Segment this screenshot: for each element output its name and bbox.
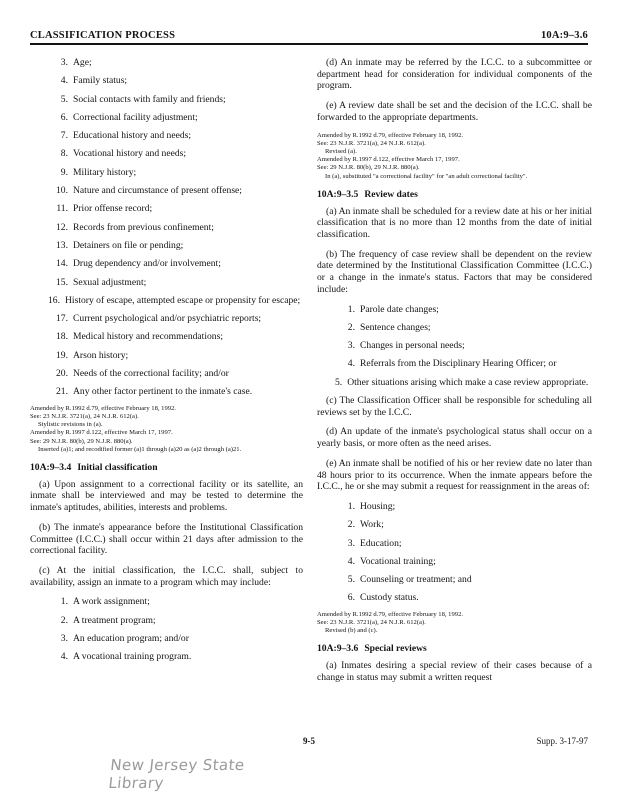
list-item-number: 16. bbox=[48, 294, 60, 306]
section-title: Review dates bbox=[364, 188, 418, 200]
list-item-number: 14. bbox=[56, 258, 68, 270]
library-stamp: New Jersey State Library bbox=[107, 756, 246, 792]
list-item-number: 5. bbox=[60, 93, 68, 105]
list-item-text: Sentence changes; bbox=[360, 321, 431, 333]
list-item-number: 13. bbox=[56, 239, 68, 251]
list-item-number: 2. bbox=[347, 519, 355, 531]
list-item-text: Other situations arising which make a case review appropriate. bbox=[347, 376, 589, 388]
amend-line: Stylistic revisions in (a). bbox=[38, 421, 103, 429]
section-title: Initial classification bbox=[77, 462, 158, 474]
amend-line: In (a), substituted "a correctional facility" for "an adult correctional facility". bbox=[325, 172, 528, 180]
paragraph-c: (c) The Classification Officer shall be responsible for scheduling all reviews set by the I.C.C. bbox=[317, 395, 592, 418]
list-item-text: Any other factor pertinent to the inmate's case. bbox=[73, 386, 253, 398]
list-item-text: Education; bbox=[360, 537, 402, 549]
list-item bbox=[48, 148, 303, 160]
list-item-number: 5. bbox=[335, 376, 343, 388]
amend-line: Revised (b) and (c). bbox=[325, 627, 378, 635]
list-item-number: 3. bbox=[60, 632, 68, 644]
section-number: 10A:9–3.6 bbox=[317, 643, 359, 655]
list-item-number: 12. bbox=[56, 221, 68, 233]
page-number: 9-5 bbox=[303, 736, 315, 746]
list-item-number: 4. bbox=[347, 358, 355, 370]
paragraph-a: (a) An inmate shall be scheduled for a review date at his or her initial classification that is no more than 12 months from the date of initial classification. bbox=[317, 205, 592, 241]
right-column bbox=[317, 57, 592, 692]
list-item-number: 15. bbox=[56, 276, 68, 288]
paragraph-e: (e) An inmate shall be notified of his or her review date no later than 48 hours prior to its occurrence. When the inmate appears before the I.C.C., he or she may submit a request for reassignment in the areas of: bbox=[317, 457, 592, 493]
header-code: 10A:9–3.6 bbox=[540, 30, 588, 41]
section-heading-3-4 bbox=[30, 462, 303, 474]
list-item-text: Educational history and needs; bbox=[73, 130, 192, 142]
list-item-number: 2. bbox=[347, 321, 355, 333]
list-item-number: 1. bbox=[347, 303, 355, 315]
factor-list-b bbox=[317, 304, 592, 389]
list-item-text: A vocational training program. bbox=[73, 651, 192, 663]
paragraph-c: (c) At the initial classification, the I.C.C. shall, subject to availability, assign an inmate to a program which may include: bbox=[30, 564, 303, 588]
list-item-text: Age; bbox=[73, 57, 92, 68]
list-item bbox=[335, 556, 592, 568]
section-number: 10A:9–3.4 bbox=[30, 462, 72, 474]
list-item-number: 18. bbox=[56, 331, 68, 343]
list-item-number: 8. bbox=[60, 148, 68, 160]
list-item bbox=[48, 313, 303, 325]
amend-line: Amended by R.1992 d.79, effective February 18, 1992. bbox=[317, 131, 464, 139]
list-item bbox=[335, 304, 592, 316]
list-item-number: 2. bbox=[60, 614, 68, 626]
amend-line: Amended by R.1997 d.122, effective March 17, 1997. bbox=[317, 156, 460, 164]
list-item-text: Nature and circumstance of present offense; bbox=[73, 185, 242, 197]
list-item bbox=[48, 386, 303, 398]
amend-line: Amended by R.1997 d.122, effective March 17, 1997. bbox=[30, 429, 173, 437]
amendment-note-3 bbox=[317, 611, 592, 636]
list-item-text: Current psychological and/or psychiatric reports; bbox=[73, 313, 262, 325]
list-item-number: 1. bbox=[347, 500, 355, 512]
list-item bbox=[48, 94, 303, 106]
list-item-text: Changes in personal needs; bbox=[360, 340, 465, 352]
list-item-text: Vocational training; bbox=[360, 555, 436, 567]
list-item-text: Detainers on file or pending; bbox=[73, 239, 184, 251]
list-item-number: 3. bbox=[347, 340, 355, 352]
list-item-number: 7. bbox=[60, 130, 68, 142]
list-item-text: Sexual adjustment; bbox=[73, 276, 147, 288]
list-item bbox=[48, 240, 303, 252]
list-item bbox=[335, 340, 592, 352]
factor-list bbox=[30, 57, 303, 398]
list-item-number: 11. bbox=[56, 203, 68, 215]
amend-line: See: 23 N.J.R. 3721(a), 24 N.J.R. 612(a). bbox=[317, 139, 426, 147]
list-item-number: 3. bbox=[347, 537, 355, 549]
list-item-text: Social contacts with family and friends; bbox=[73, 93, 226, 105]
supplement-date: Supp. 3-17-97 bbox=[536, 736, 588, 746]
section-title: Special reviews bbox=[364, 643, 427, 655]
list-item-number: 4. bbox=[347, 555, 355, 567]
list-item-text: Housing; bbox=[360, 500, 396, 512]
list-item bbox=[335, 519, 592, 531]
amend-line: See: 29 N.J.R. 80(b), 29 N.J.R. 880(a). bbox=[317, 164, 420, 172]
list-item bbox=[30, 295, 303, 307]
list-item-text: Family status; bbox=[73, 75, 128, 87]
list-item bbox=[48, 75, 303, 87]
list-item bbox=[335, 322, 592, 334]
list-item-text: History of escape, attempted escape or propensity for escape; bbox=[65, 294, 301, 306]
list-item-number: 5. bbox=[347, 574, 355, 586]
list-item-number: 20. bbox=[56, 368, 68, 380]
list-item-text: Medical history and recommendations; bbox=[73, 331, 223, 343]
list-item bbox=[48, 633, 303, 645]
list-item-number: 10. bbox=[56, 185, 68, 197]
list-item bbox=[48, 203, 303, 215]
list-item bbox=[48, 57, 303, 69]
list-item bbox=[48, 350, 303, 362]
amendment-note-1 bbox=[30, 405, 303, 454]
list-item-text: Drug dependency and/or involvement; bbox=[73, 258, 221, 270]
header-title: CLASSIFICATION PROCESS bbox=[30, 30, 176, 41]
running-header bbox=[30, 30, 588, 45]
paragraph-b: (b) The inmate's appearance before the Institutional Classification Committee (I.C.C.) shall occur within 21 days after admission to the correctional facility. bbox=[30, 521, 303, 557]
list-item bbox=[335, 574, 592, 586]
list-item-number: 9. bbox=[60, 166, 68, 178]
list-item bbox=[48, 596, 303, 608]
paragraph-d: (d) An update of the inmate's psychological status shall occur on a yearly basis, or more often as the need arises. bbox=[317, 426, 592, 450]
list-item bbox=[48, 368, 303, 380]
list-item-text: Needs of the correctional facility; and/or bbox=[73, 368, 229, 380]
list-item-text: Vocational history and needs; bbox=[73, 148, 187, 160]
list-item-number: 4. bbox=[60, 651, 68, 663]
list-item bbox=[317, 377, 592, 389]
list-item bbox=[335, 538, 592, 550]
list-item-number: 19. bbox=[56, 349, 68, 361]
amend-line: See: 29 N.J.R. 80(b), 29 N.J.R. 880(a). bbox=[30, 437, 133, 445]
list-item-text: Counseling or treatment; and bbox=[360, 574, 472, 586]
amend-line: See: 23 N.J.R. 3721(a), 24 N.J.R. 612(a). bbox=[30, 412, 139, 420]
list-item-number: 3. bbox=[60, 57, 68, 68]
program-list bbox=[30, 596, 303, 663]
list-item-text: Prior offense record; bbox=[73, 203, 153, 215]
amend-line: Inserted (a)1; and recodified former (a)1 through (a)20 as (a)2 through (a)21. bbox=[38, 445, 242, 453]
list-item bbox=[48, 258, 303, 270]
paragraph-a: (a) Inmates desiring a special review of their cases because of a change in status may submit a written request bbox=[317, 660, 592, 683]
list-item-text: A treatment program; bbox=[73, 614, 156, 626]
list-item bbox=[48, 185, 303, 197]
paragraph-b: (b) The frequency of case review shall be dependent on the review date determined by the Institutional Classification Committee (I.C.C.) or a change in the inmate's status. Factors that may be considered include: bbox=[317, 248, 592, 295]
list-item-text: Work; bbox=[360, 519, 384, 531]
amend-line: See: 23 N.J.R. 3721(a), 24 N.J.R. 612(a). bbox=[317, 618, 426, 626]
list-item bbox=[48, 167, 303, 179]
list-item-number: 21. bbox=[56, 386, 68, 398]
list-item-number: 1. bbox=[60, 596, 68, 608]
reassignment-list bbox=[317, 501, 592, 604]
paragraph-a: (a) Upon assignment to a correctional facility or its satellite, an inmate shall be interviewed and may be tested to determine the inmate's aptitudes, abilities, interests and problems. bbox=[30, 478, 303, 514]
left-column bbox=[30, 57, 303, 670]
amendment-note-2 bbox=[317, 132, 592, 181]
list-item-number: 17. bbox=[56, 313, 68, 325]
list-item-text: A work assignment; bbox=[73, 596, 150, 608]
list-item-text: Military history; bbox=[73, 166, 137, 178]
list-item bbox=[48, 112, 303, 124]
list-item bbox=[48, 651, 303, 663]
list-item-text: Arson history; bbox=[73, 349, 129, 361]
list-item-number: 6. bbox=[60, 111, 68, 123]
section-heading-3-5 bbox=[317, 189, 592, 201]
list-item bbox=[48, 331, 303, 343]
section-heading-3-6 bbox=[317, 643, 592, 655]
list-item bbox=[48, 615, 303, 627]
list-item bbox=[335, 501, 592, 513]
list-item bbox=[48, 222, 303, 234]
amend-line: Amended by R.1992 d.79, effective February 18, 1992. bbox=[30, 404, 177, 412]
list-item-text: Parole date changes; bbox=[360, 303, 439, 315]
list-item-text: An education program; and/or bbox=[73, 632, 189, 644]
paragraph-d: (d) An inmate may be referred by the I.C.C. to a subcommittee or department head for consideration for individual components of the program. bbox=[317, 57, 592, 92]
list-item bbox=[48, 130, 303, 142]
list-item bbox=[335, 592, 592, 604]
section-number: 10A:9–3.5 bbox=[317, 188, 359, 200]
amend-line: Amended by R.1992 d.79, effective February 18, 1992. bbox=[317, 610, 464, 618]
list-item-number: 4. bbox=[60, 75, 68, 87]
amend-line: Revised (a). bbox=[325, 147, 357, 155]
list-item-text: Records from previous confinement; bbox=[73, 221, 214, 233]
list-item-text: Referrals from the Disciplinary Hearing Officer; or bbox=[360, 358, 557, 370]
list-item bbox=[335, 358, 592, 370]
list-item-number: 6. bbox=[347, 592, 355, 604]
list-item-text: Correctional facility adjustment; bbox=[73, 111, 198, 123]
list-item bbox=[48, 277, 303, 289]
list-item-text: Custody status. bbox=[360, 592, 419, 604]
paragraph-e: (e) A review date shall be set and the decision of the I.C.C. shall be forwarded to the appropriate departments. bbox=[317, 100, 592, 123]
